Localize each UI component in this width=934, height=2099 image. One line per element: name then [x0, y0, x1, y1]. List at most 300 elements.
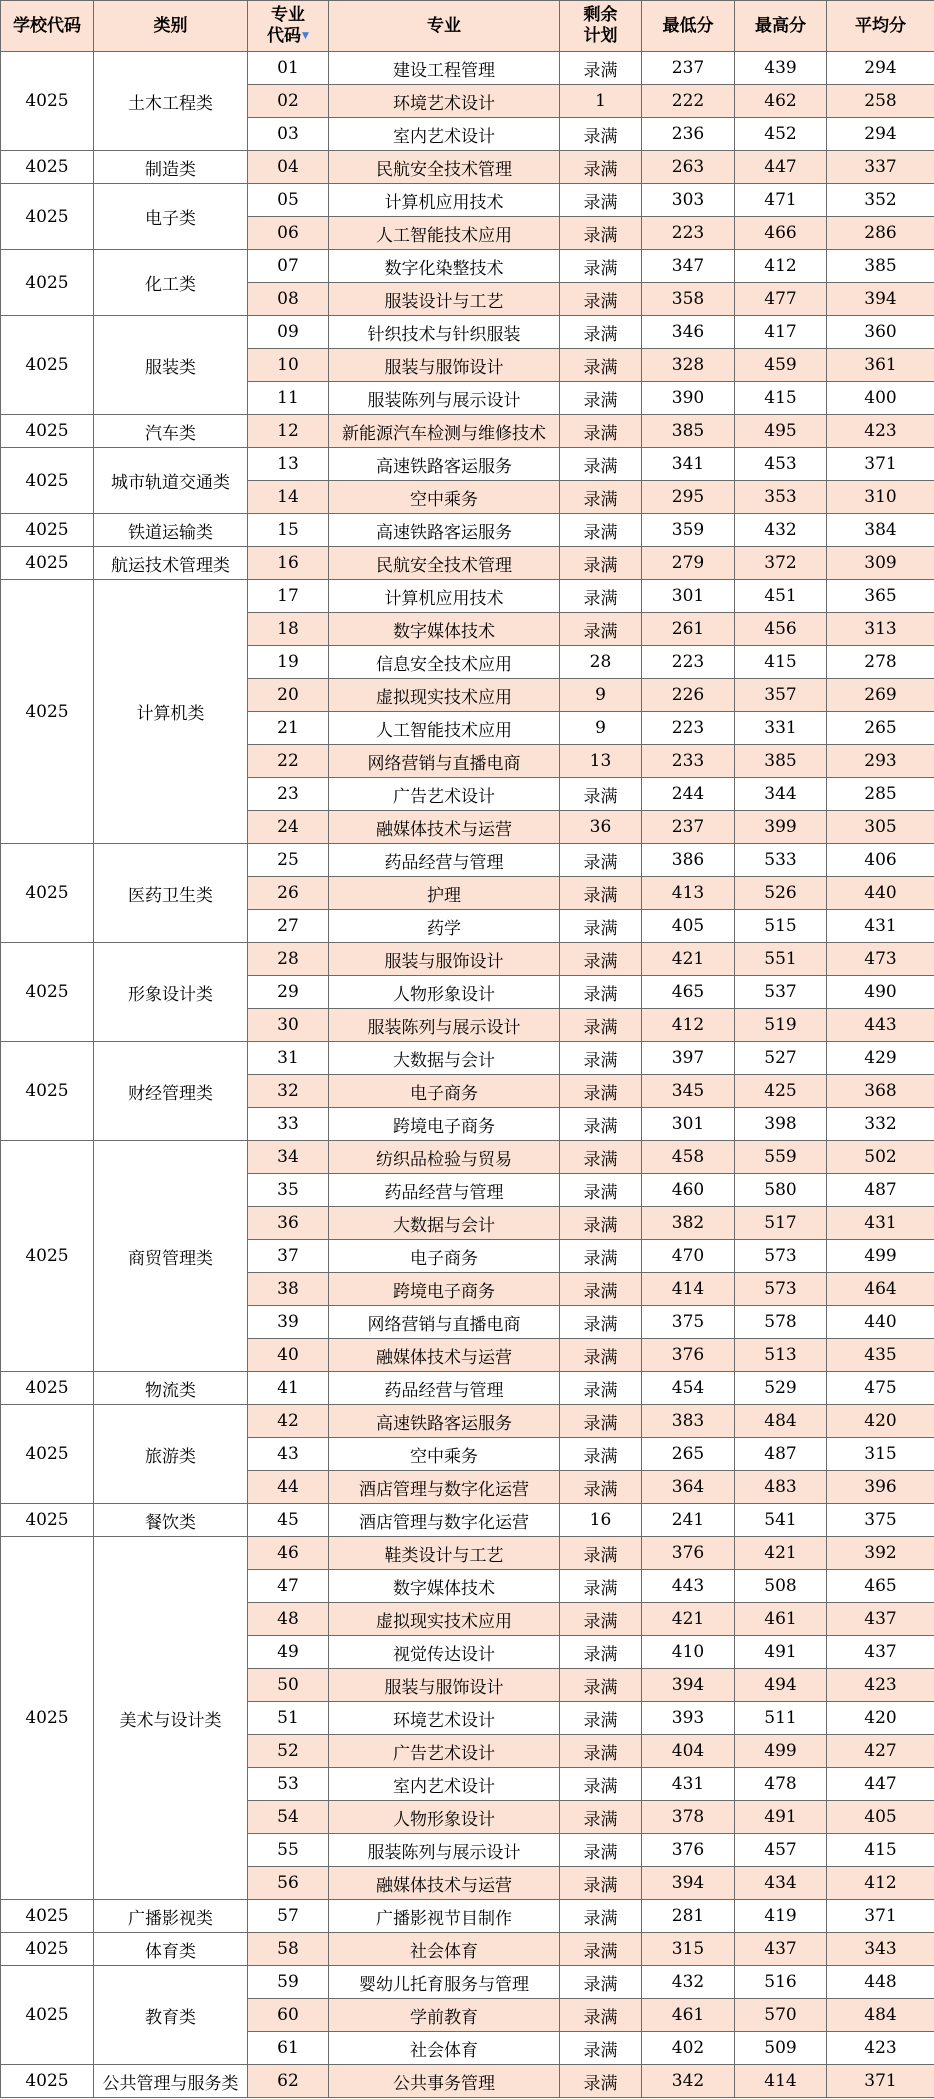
cell-avg-score[interactable]: 365 [827, 580, 934, 613]
cell-max-score[interactable]: 434 [735, 1867, 827, 1900]
cell-max-score[interactable]: 385 [735, 745, 827, 778]
cell-major-code[interactable]: 34 [248, 1141, 329, 1174]
cell-remaining[interactable]: 录满 [560, 1405, 642, 1438]
cell-max-score[interactable]: 457 [735, 1834, 827, 1867]
cell-major-code[interactable]: 36 [248, 1207, 329, 1240]
cell-max-score[interactable]: 344 [735, 778, 827, 811]
cell-min-score[interactable]: 295 [642, 481, 735, 514]
cell-avg-score[interactable]: 265 [827, 712, 934, 745]
cell-major-code[interactable]: 18 [248, 613, 329, 646]
cell-max-score[interactable]: 414 [735, 2065, 827, 2098]
cell-min-score[interactable]: 431 [642, 1768, 735, 1801]
cell-max-score[interactable]: 462 [735, 85, 827, 118]
cell-avg-score[interactable]: 371 [827, 448, 934, 481]
cell-major-code[interactable]: 61 [248, 2032, 329, 2065]
cell-avg-score[interactable]: 258 [827, 85, 934, 118]
cell-remaining[interactable]: 录满 [560, 52, 642, 85]
cell-major[interactable]: 人工智能技术应用 [329, 217, 560, 250]
cell-category[interactable]: 医药卫生类 [94, 844, 248, 943]
cell-remaining[interactable]: 录满 [560, 1735, 642, 1768]
cell-min-score[interactable]: 364 [642, 1471, 735, 1504]
cell-max-score[interactable]: 419 [735, 1900, 827, 1933]
cell-major[interactable]: 虚拟现实技术应用 [329, 1603, 560, 1636]
cell-remaining[interactable]: 录满 [560, 1603, 642, 1636]
cell-major-code[interactable]: 44 [248, 1471, 329, 1504]
cell-major[interactable]: 酒店管理与数字化运营 [329, 1504, 560, 1537]
cell-max-score[interactable]: 487 [735, 1438, 827, 1471]
cell-major[interactable]: 融媒体技术与运营 [329, 811, 560, 844]
cell-major-code[interactable]: 23 [248, 778, 329, 811]
cell-category[interactable]: 餐饮类 [94, 1504, 248, 1537]
header-major[interactable]: 专业 [329, 1, 560, 52]
cell-remaining[interactable]: 录满 [560, 1009, 642, 1042]
cell-min-score[interactable]: 315 [642, 1933, 735, 1966]
cell-remaining[interactable]: 录满 [560, 1537, 642, 1570]
cell-min-score[interactable]: 345 [642, 1075, 735, 1108]
cell-min-score[interactable]: 390 [642, 382, 735, 415]
cell-avg-score[interactable]: 412 [827, 1867, 934, 1900]
cell-major[interactable]: 药品经营与管理 [329, 1372, 560, 1405]
cell-min-score[interactable]: 244 [642, 778, 735, 811]
cell-max-score[interactable]: 491 [735, 1801, 827, 1834]
cell-max-score[interactable]: 570 [735, 1999, 827, 2032]
cell-major-code[interactable]: 03 [248, 118, 329, 151]
cell-major[interactable]: 室内艺术设计 [329, 1768, 560, 1801]
cell-remaining[interactable]: 录满 [560, 844, 642, 877]
cell-remaining[interactable]: 录满 [560, 547, 642, 580]
cell-major-code[interactable]: 05 [248, 184, 329, 217]
cell-min-score[interactable]: 412 [642, 1009, 735, 1042]
cell-max-score[interactable]: 461 [735, 1603, 827, 1636]
cell-remaining[interactable]: 录满 [560, 580, 642, 613]
cell-avg-score[interactable]: 352 [827, 184, 934, 217]
cell-remaining[interactable]: 16 [560, 1504, 642, 1537]
cell-major[interactable]: 新能源汽车检测与维修技术 [329, 415, 560, 448]
cell-min-score[interactable]: 223 [642, 217, 735, 250]
cell-avg-score[interactable]: 431 [827, 1207, 934, 1240]
cell-category[interactable]: 公共管理与服务类 [94, 2065, 248, 2098]
cell-avg-score[interactable]: 278 [827, 646, 934, 679]
cell-major-code[interactable]: 42 [248, 1405, 329, 1438]
cell-major-code[interactable]: 19 [248, 646, 329, 679]
cell-avg-score[interactable]: 385 [827, 250, 934, 283]
cell-avg-score[interactable]: 313 [827, 613, 934, 646]
cell-max-score[interactable]: 509 [735, 2032, 827, 2065]
cell-major[interactable]: 跨境电子商务 [329, 1273, 560, 1306]
cell-category[interactable]: 计算机类 [94, 580, 248, 844]
cell-major-code[interactable]: 35 [248, 1174, 329, 1207]
cell-major-code[interactable]: 49 [248, 1636, 329, 1669]
cell-major-code[interactable]: 24 [248, 811, 329, 844]
cell-min-score[interactable]: 414 [642, 1273, 735, 1306]
cell-max-score[interactable]: 559 [735, 1141, 827, 1174]
cell-remaining[interactable]: 录满 [560, 118, 642, 151]
cell-min-score[interactable]: 413 [642, 877, 735, 910]
cell-max-score[interactable]: 415 [735, 382, 827, 415]
cell-avg-score[interactable]: 332 [827, 1108, 934, 1141]
cell-avg-score[interactable]: 360 [827, 316, 934, 349]
cell-remaining[interactable]: 录满 [560, 1339, 642, 1372]
cell-remaining[interactable]: 录满 [560, 1801, 642, 1834]
cell-school-code[interactable]: 4025 [1, 184, 94, 250]
cell-major-code[interactable]: 26 [248, 877, 329, 910]
cell-category[interactable]: 体育类 [94, 1933, 248, 1966]
cell-max-score[interactable]: 499 [735, 1735, 827, 1768]
cell-max-score[interactable]: 466 [735, 217, 827, 250]
cell-major[interactable]: 服装设计与工艺 [329, 283, 560, 316]
cell-remaining[interactable]: 录满 [560, 1306, 642, 1339]
cell-major-code[interactable]: 20 [248, 679, 329, 712]
cell-school-code[interactable]: 4025 [1, 1504, 94, 1537]
cell-max-score[interactable]: 439 [735, 52, 827, 85]
cell-avg-score[interactable]: 384 [827, 514, 934, 547]
cell-major[interactable]: 广告艺术设计 [329, 778, 560, 811]
cell-max-score[interactable]: 459 [735, 349, 827, 382]
cell-max-score[interactable]: 511 [735, 1702, 827, 1735]
cell-category[interactable]: 化工类 [94, 250, 248, 316]
cell-major-code[interactable]: 25 [248, 844, 329, 877]
cell-avg-score[interactable]: 371 [827, 2065, 934, 2098]
cell-remaining[interactable]: 录满 [560, 1900, 642, 1933]
cell-avg-score[interactable]: 394 [827, 283, 934, 316]
cell-min-score[interactable]: 386 [642, 844, 735, 877]
cell-school-code[interactable]: 4025 [1, 250, 94, 316]
cell-min-score[interactable]: 341 [642, 448, 735, 481]
cell-major[interactable]: 网络营销与直播电商 [329, 1306, 560, 1339]
cell-major[interactable]: 广播影视节目制作 [329, 1900, 560, 1933]
cell-major[interactable]: 电子商务 [329, 1240, 560, 1273]
cell-max-score[interactable]: 425 [735, 1075, 827, 1108]
cell-min-score[interactable]: 404 [642, 1735, 735, 1768]
cell-avg-score[interactable]: 475 [827, 1372, 934, 1405]
cell-remaining[interactable]: 录满 [560, 1933, 642, 1966]
cell-category[interactable]: 商贸管理类 [94, 1141, 248, 1372]
cell-major-code[interactable]: 52 [248, 1735, 329, 1768]
cell-remaining[interactable]: 录满 [560, 2065, 642, 2098]
cell-school-code[interactable]: 4025 [1, 52, 94, 151]
cell-major[interactable]: 数字媒体技术 [329, 1570, 560, 1603]
cell-min-score[interactable]: 279 [642, 547, 735, 580]
cell-remaining[interactable]: 录满 [560, 778, 642, 811]
cell-max-score[interactable]: 477 [735, 283, 827, 316]
cell-remaining[interactable]: 录满 [560, 2032, 642, 2065]
cell-major-code[interactable]: 58 [248, 1933, 329, 1966]
cell-major-code[interactable]: 45 [248, 1504, 329, 1537]
cell-major[interactable]: 民航安全技术管理 [329, 547, 560, 580]
cell-major[interactable]: 服装与服饰设计 [329, 349, 560, 382]
cell-max-score[interactable]: 578 [735, 1306, 827, 1339]
cell-min-score[interactable]: 376 [642, 1537, 735, 1570]
cell-avg-score[interactable]: 309 [827, 547, 934, 580]
cell-major-code[interactable]: 32 [248, 1075, 329, 1108]
cell-major-code[interactable]: 22 [248, 745, 329, 778]
cell-school-code[interactable]: 4025 [1, 514, 94, 547]
cell-avg-score[interactable]: 400 [827, 382, 934, 415]
cell-major[interactable]: 跨境电子商务 [329, 1108, 560, 1141]
cell-remaining[interactable]: 录满 [560, 1108, 642, 1141]
cell-min-score[interactable]: 458 [642, 1141, 735, 1174]
cell-avg-score[interactable]: 464 [827, 1273, 934, 1306]
header-max-score[interactable]: 最高分 [735, 1, 827, 52]
cell-min-score[interactable]: 460 [642, 1174, 735, 1207]
cell-remaining[interactable]: 录满 [560, 217, 642, 250]
cell-remaining[interactable]: 录满 [560, 1240, 642, 1273]
cell-major-code[interactable]: 62 [248, 2065, 329, 2098]
cell-max-score[interactable]: 517 [735, 1207, 827, 1240]
cell-major-code[interactable]: 10 [248, 349, 329, 382]
cell-remaining[interactable]: 录满 [560, 184, 642, 217]
cell-major-code[interactable]: 60 [248, 1999, 329, 2032]
cell-school-code[interactable]: 4025 [1, 151, 94, 184]
cell-remaining[interactable]: 录满 [560, 415, 642, 448]
cell-avg-score[interactable]: 473 [827, 943, 934, 976]
cell-min-score[interactable]: 237 [642, 52, 735, 85]
cell-avg-score[interactable]: 443 [827, 1009, 934, 1042]
cell-major[interactable]: 人物形象设计 [329, 976, 560, 1009]
cell-remaining[interactable]: 录满 [560, 910, 642, 943]
cell-avg-score[interactable]: 315 [827, 1438, 934, 1471]
cell-major-code[interactable]: 56 [248, 1867, 329, 1900]
cell-max-score[interactable]: 447 [735, 151, 827, 184]
header-min-score[interactable]: 最低分 [642, 1, 735, 52]
cell-avg-score[interactable]: 415 [827, 1834, 934, 1867]
cell-category[interactable]: 服装类 [94, 316, 248, 415]
cell-min-score[interactable]: 301 [642, 580, 735, 613]
cell-major[interactable]: 药品经营与管理 [329, 1174, 560, 1207]
cell-major-code[interactable]: 38 [248, 1273, 329, 1306]
cell-max-score[interactable]: 478 [735, 1768, 827, 1801]
cell-max-score[interactable]: 357 [735, 679, 827, 712]
cell-avg-score[interactable]: 484 [827, 1999, 934, 2032]
cell-remaining[interactable]: 录满 [560, 1372, 642, 1405]
cell-min-score[interactable]: 378 [642, 1801, 735, 1834]
cell-avg-score[interactable]: 375 [827, 1504, 934, 1537]
cell-major-code[interactable]: 27 [248, 910, 329, 943]
cell-min-score[interactable]: 222 [642, 85, 735, 118]
cell-avg-score[interactable]: 368 [827, 1075, 934, 1108]
cell-major[interactable]: 高速铁路客运服务 [329, 448, 560, 481]
cell-max-score[interactable]: 551 [735, 943, 827, 976]
cell-remaining[interactable]: 录满 [560, 1141, 642, 1174]
cell-major[interactable]: 酒店管理与数字化运营 [329, 1471, 560, 1504]
cell-major[interactable]: 数字化染整技术 [329, 250, 560, 283]
cell-major[interactable]: 大数据与会计 [329, 1207, 560, 1240]
cell-avg-score[interactable]: 396 [827, 1471, 934, 1504]
cell-major-code[interactable]: 37 [248, 1240, 329, 1273]
cell-category[interactable]: 财经管理类 [94, 1042, 248, 1141]
cell-max-score[interactable]: 483 [735, 1471, 827, 1504]
cell-major[interactable]: 服装陈列与展示设计 [329, 1009, 560, 1042]
cell-min-score[interactable]: 346 [642, 316, 735, 349]
cell-remaining[interactable]: 录满 [560, 1273, 642, 1306]
cell-remaining[interactable]: 录满 [560, 1570, 642, 1603]
cell-category[interactable]: 物流类 [94, 1372, 248, 1405]
cell-max-score[interactable]: 527 [735, 1042, 827, 1075]
cell-min-score[interactable]: 236 [642, 118, 735, 151]
cell-major[interactable]: 计算机应用技术 [329, 580, 560, 613]
cell-remaining[interactable]: 录满 [560, 1207, 642, 1240]
cell-category[interactable]: 广播影视类 [94, 1900, 248, 1933]
cell-max-score[interactable]: 484 [735, 1405, 827, 1438]
cell-min-score[interactable]: 261 [642, 613, 735, 646]
cell-min-score[interactable]: 405 [642, 910, 735, 943]
cell-avg-score[interactable]: 310 [827, 481, 934, 514]
cell-major-code[interactable]: 09 [248, 316, 329, 349]
cell-school-code[interactable]: 4025 [1, 580, 94, 844]
cell-max-score[interactable]: 452 [735, 118, 827, 151]
cell-avg-score[interactable]: 435 [827, 1339, 934, 1372]
cell-school-code[interactable]: 4025 [1, 2065, 94, 2098]
cell-remaining[interactable]: 录满 [560, 1999, 642, 2032]
cell-major[interactable]: 高速铁路客运服务 [329, 1405, 560, 1438]
cell-max-score[interactable]: 353 [735, 481, 827, 514]
cell-max-score[interactable]: 432 [735, 514, 827, 547]
cell-school-code[interactable]: 4025 [1, 316, 94, 415]
cell-major-code[interactable]: 04 [248, 151, 329, 184]
cell-avg-score[interactable]: 294 [827, 118, 934, 151]
cell-category[interactable]: 电子类 [94, 184, 248, 250]
cell-remaining[interactable]: 录满 [560, 1702, 642, 1735]
cell-avg-score[interactable]: 337 [827, 151, 934, 184]
cell-avg-score[interactable]: 448 [827, 1966, 934, 1999]
cell-major[interactable]: 广告艺术设计 [329, 1735, 560, 1768]
cell-major[interactable]: 虚拟现实技术应用 [329, 679, 560, 712]
cell-major[interactable]: 高速铁路客运服务 [329, 514, 560, 547]
cell-major[interactable]: 视觉传达设计 [329, 1636, 560, 1669]
cell-major[interactable]: 网络营销与直播电商 [329, 745, 560, 778]
cell-min-score[interactable]: 410 [642, 1636, 735, 1669]
cell-major-code[interactable]: 16 [248, 547, 329, 580]
cell-min-score[interactable]: 454 [642, 1372, 735, 1405]
cell-min-score[interactable]: 347 [642, 250, 735, 283]
cell-major[interactable]: 服装陈列与展示设计 [329, 1834, 560, 1867]
cell-min-score[interactable]: 375 [642, 1306, 735, 1339]
cell-min-score[interactable]: 394 [642, 1867, 735, 1900]
cell-max-score[interactable]: 456 [735, 613, 827, 646]
cell-category[interactable]: 城市轨道交通类 [94, 448, 248, 514]
cell-major[interactable]: 纺织品检验与贸易 [329, 1141, 560, 1174]
cell-max-score[interactable]: 573 [735, 1273, 827, 1306]
cell-remaining[interactable]: 录满 [560, 1867, 642, 1900]
cell-major-code[interactable]: 41 [248, 1372, 329, 1405]
cell-major[interactable]: 融媒体技术与运营 [329, 1867, 560, 1900]
cell-major-code[interactable]: 02 [248, 85, 329, 118]
cell-min-score[interactable]: 382 [642, 1207, 735, 1240]
cell-avg-score[interactable]: 423 [827, 2032, 934, 2065]
cell-min-score[interactable]: 432 [642, 1966, 735, 1999]
cell-major[interactable]: 社会体育 [329, 2032, 560, 2065]
cell-major[interactable]: 大数据与会计 [329, 1042, 560, 1075]
cell-remaining[interactable]: 录满 [560, 448, 642, 481]
cell-avg-score[interactable]: 406 [827, 844, 934, 877]
cell-avg-score[interactable]: 499 [827, 1240, 934, 1273]
cell-min-score[interactable]: 443 [642, 1570, 735, 1603]
cell-major-code[interactable]: 33 [248, 1108, 329, 1141]
cell-major[interactable]: 信息安全技术应用 [329, 646, 560, 679]
cell-max-score[interactable]: 491 [735, 1636, 827, 1669]
cell-remaining[interactable]: 录满 [560, 1636, 642, 1669]
cell-category[interactable]: 航运技术管理类 [94, 547, 248, 580]
cell-max-score[interactable]: 537 [735, 976, 827, 1009]
cell-max-score[interactable]: 580 [735, 1174, 827, 1207]
cell-remaining[interactable]: 录满 [560, 481, 642, 514]
cell-max-score[interactable]: 372 [735, 547, 827, 580]
cell-major[interactable]: 针织技术与针织服装 [329, 316, 560, 349]
cell-max-score[interactable]: 331 [735, 712, 827, 745]
cell-min-score[interactable]: 470 [642, 1240, 735, 1273]
cell-major[interactable]: 融媒体技术与运营 [329, 1339, 560, 1372]
cell-school-code[interactable]: 4025 [1, 943, 94, 1042]
cell-min-score[interactable]: 376 [642, 1339, 735, 1372]
cell-max-score[interactable]: 516 [735, 1966, 827, 1999]
cell-min-score[interactable]: 393 [642, 1702, 735, 1735]
cell-max-score[interactable]: 515 [735, 910, 827, 943]
cell-major-code[interactable]: 21 [248, 712, 329, 745]
cell-remaining[interactable]: 录满 [560, 1768, 642, 1801]
cell-remaining[interactable]: 录满 [560, 151, 642, 184]
cell-min-score[interactable]: 301 [642, 1108, 735, 1141]
cell-major[interactable]: 药品经营与管理 [329, 844, 560, 877]
cell-max-score[interactable]: 541 [735, 1504, 827, 1537]
cell-major[interactable]: 服装与服饰设计 [329, 943, 560, 976]
cell-major[interactable]: 空中乘务 [329, 481, 560, 514]
cell-school-code[interactable]: 4025 [1, 844, 94, 943]
cell-major[interactable]: 环境艺术设计 [329, 1702, 560, 1735]
cell-major-code[interactable]: 50 [248, 1669, 329, 1702]
cell-remaining[interactable]: 录满 [560, 349, 642, 382]
cell-min-score[interactable]: 421 [642, 1603, 735, 1636]
cell-category[interactable]: 土木工程类 [94, 52, 248, 151]
cell-avg-score[interactable]: 371 [827, 1900, 934, 1933]
header-remaining[interactable] [560, 1, 642, 52]
cell-category[interactable]: 美术与设计类 [94, 1537, 248, 1900]
cell-major[interactable]: 电子商务 [329, 1075, 560, 1108]
cell-min-score[interactable]: 394 [642, 1669, 735, 1702]
cell-max-score[interactable]: 398 [735, 1108, 827, 1141]
cell-remaining[interactable]: 录满 [560, 976, 642, 1009]
cell-school-code[interactable]: 4025 [1, 1933, 94, 1966]
cell-avg-score[interactable]: 392 [827, 1537, 934, 1570]
cell-remaining[interactable]: 9 [560, 712, 642, 745]
cell-school-code[interactable]: 4025 [1, 1405, 94, 1504]
cell-max-score[interactable]: 417 [735, 316, 827, 349]
cell-avg-score[interactable]: 286 [827, 217, 934, 250]
cell-major-code[interactable]: 39 [248, 1306, 329, 1339]
cell-remaining[interactable]: 录满 [560, 316, 642, 349]
cell-max-score[interactable]: 533 [735, 844, 827, 877]
cell-max-score[interactable]: 508 [735, 1570, 827, 1603]
cell-major[interactable]: 鞋类设计与工艺 [329, 1537, 560, 1570]
cell-category[interactable]: 制造类 [94, 151, 248, 184]
cell-min-score[interactable]: 263 [642, 151, 735, 184]
cell-major[interactable]: 护理 [329, 877, 560, 910]
cell-min-score[interactable]: 223 [642, 646, 735, 679]
cell-avg-score[interactable]: 437 [827, 1636, 934, 1669]
cell-max-score[interactable]: 526 [735, 877, 827, 910]
cell-category[interactable]: 旅游类 [94, 1405, 248, 1504]
cell-max-score[interactable]: 519 [735, 1009, 827, 1042]
cell-major-code[interactable]: 01 [248, 52, 329, 85]
cell-remaining[interactable]: 录满 [560, 1042, 642, 1075]
cell-major[interactable]: 服装与服饰设计 [329, 1669, 560, 1702]
cell-major[interactable]: 社会体育 [329, 1933, 560, 1966]
cell-major[interactable]: 学前教育 [329, 1999, 560, 2032]
cell-min-score[interactable]: 281 [642, 1900, 735, 1933]
cell-max-score[interactable]: 437 [735, 1933, 827, 1966]
cell-remaining[interactable]: 录满 [560, 382, 642, 415]
cell-major-code[interactable]: 28 [248, 943, 329, 976]
cell-major-code[interactable]: 59 [248, 1966, 329, 1999]
